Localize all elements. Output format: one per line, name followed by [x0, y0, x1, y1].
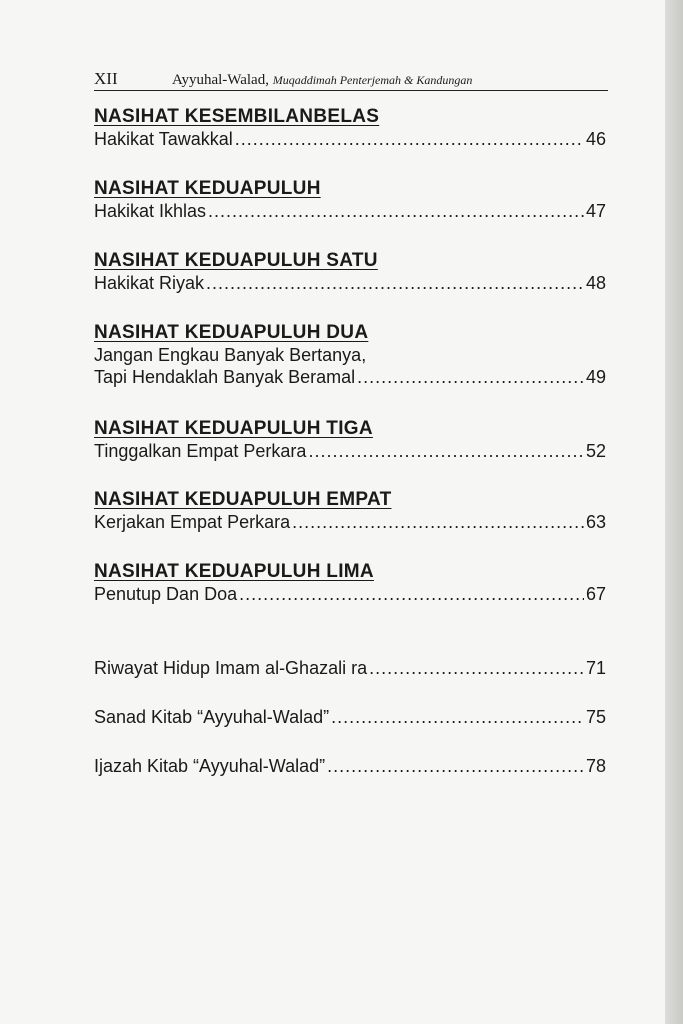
section-heading: NASIHAT KEDUAPULUH EMPAT	[94, 489, 392, 510]
toc-entry[interactable]	[94, 128, 606, 150]
entry-page: 75	[585, 707, 606, 727]
section-heading: NASIHAT KEDUAPULUH TIGA	[94, 418, 373, 439]
entry-page: 67	[585, 584, 606, 604]
toc-entry[interactable]	[94, 511, 606, 533]
entry-page: 78	[585, 756, 606, 776]
toc-appendix-entry	[94, 657, 606, 679]
entry-title: Hakikat Riyak	[94, 273, 205, 293]
book-subtitle: Muqaddimah Penterjemah & Kandungan	[272, 73, 473, 87]
running-header	[94, 68, 608, 91]
toc-appendix-entry	[94, 706, 606, 728]
entry-title-line-1: Jangan Engkau Banyak Bertanya,	[94, 345, 367, 365]
toc-section	[94, 489, 606, 533]
entry-page: 52	[585, 441, 606, 461]
dot-leader	[292, 511, 584, 533]
entry-page: 71	[585, 658, 606, 678]
toc-entry[interactable]	[94, 657, 606, 679]
dot-leader	[239, 583, 584, 605]
toc-entry[interactable]	[94, 706, 606, 728]
dot-leader	[308, 440, 584, 462]
toc-appendix-entry	[94, 755, 606, 777]
toc-entry[interactable]	[94, 200, 606, 222]
section-heading: NASIHAT KEDUAPULUH SATU	[94, 250, 378, 271]
toc-section	[94, 561, 606, 605]
section-heading: NASIHAT KEDUAPULUH	[94, 178, 321, 199]
entry-page: 47	[585, 201, 606, 221]
toc-entry[interactable]	[94, 366, 606, 388]
dot-leader	[235, 128, 584, 150]
entry-title: Kerjakan Empat Perkara	[94, 512, 291, 532]
dot-leader	[208, 200, 584, 222]
entry-page: 46	[585, 129, 606, 149]
entry-title: Ijazah Kitab “Ayyuhal-Walad”	[94, 756, 326, 776]
dot-leader	[331, 706, 584, 728]
book-title: Ayyuhal-Walad,	[172, 72, 269, 88]
dot-leader	[357, 366, 584, 388]
section-heading: NASIHAT KEDUAPULUH DUA	[94, 322, 369, 343]
dot-leader	[206, 272, 584, 294]
toc-section	[94, 418, 606, 462]
toc-entry[interactable]	[94, 583, 606, 605]
entry-title: Tinggalkan Empat Perkara	[94, 441, 307, 461]
toc-entry[interactable]	[94, 440, 606, 462]
dot-leader	[327, 755, 584, 777]
entry-page: 48	[585, 273, 606, 293]
section-heading: NASIHAT KESEMBILANBELAS	[94, 106, 380, 127]
page-edge-shadow	[665, 0, 683, 1024]
page-number: XII	[94, 69, 118, 88]
toc-section	[94, 106, 606, 150]
toc-section	[94, 322, 606, 388]
entry-title: Sanad Kitab “Ayyuhal-Walad”	[94, 707, 330, 727]
toc-section	[94, 250, 606, 294]
entry-title: Riwayat Hidup Imam al-Ghazali ra	[94, 658, 368, 678]
toc-entry[interactable]	[94, 272, 606, 294]
entry-page: 63	[585, 512, 606, 532]
toc-section	[94, 178, 606, 222]
entry-page: 49	[585, 367, 606, 387]
toc-entry[interactable]	[94, 755, 606, 777]
dot-leader	[369, 657, 584, 679]
section-heading: NASIHAT KEDUAPULUH LIMA	[94, 561, 374, 582]
entry-title: Hakikat Ikhlas	[94, 201, 207, 221]
running-title	[172, 72, 472, 89]
entry-title: Tapi Hendaklah Banyak Beramal	[94, 367, 356, 387]
entry-title: Penutup Dan Doa	[94, 584, 238, 604]
entry-title: Hakikat Tawakkal	[94, 129, 233, 149]
